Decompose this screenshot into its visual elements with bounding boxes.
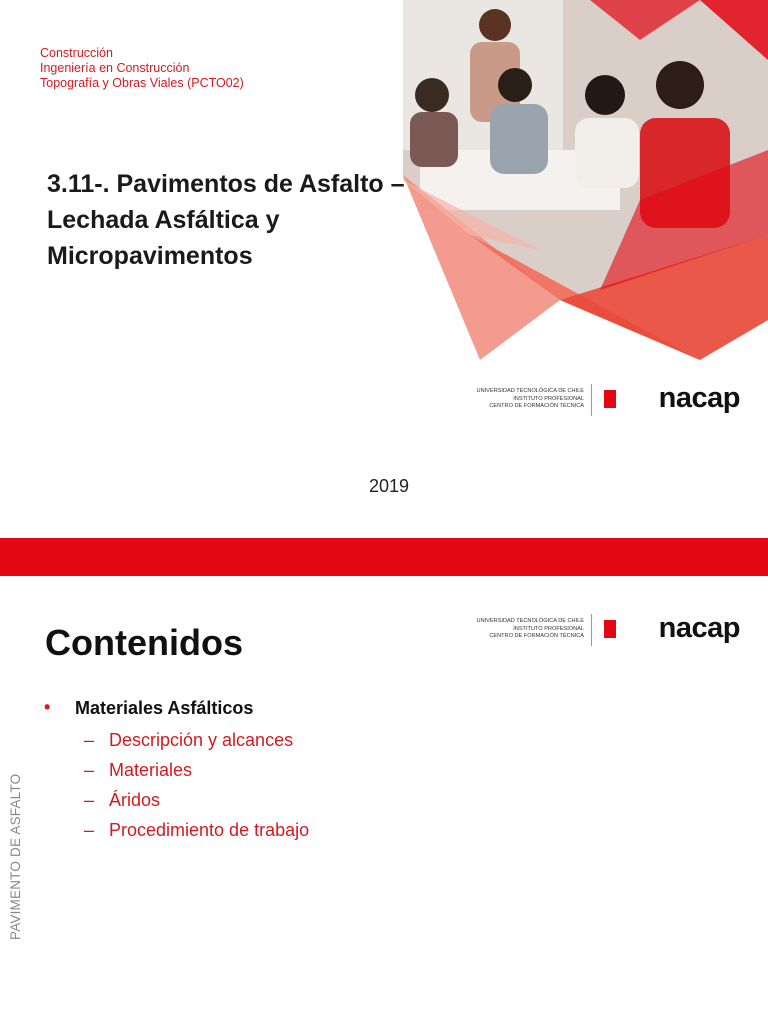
logo-institution-text: UNIVERSIDAD TECNOLÓGICA DE CHILE INSTITUTO PROFESIONAL CENTRO DE FORMACIÓN TÉCNICA (476, 388, 584, 409)
slide-title (47, 166, 487, 274)
logo-mark-icon (604, 390, 616, 408)
title-line-2: Lechada Asfáltica y (47, 206, 280, 234)
logo-mark-icon (604, 620, 616, 638)
dash-icon: – (84, 760, 95, 780)
logo-divider (591, 384, 592, 416)
contents-list (44, 698, 309, 845)
main-item-label: Materiales Asfálticos (75, 698, 254, 718)
dash-icon: – (84, 820, 95, 840)
side-label-text: PAVIMENTO DE ASFALTO (8, 773, 23, 940)
list-item: – Materiales (84, 755, 309, 785)
title-line-1: 3.11-. Pavimentos de Asfalto – (47, 170, 405, 198)
contents-heading: Contenidos (45, 622, 243, 663)
inacap-logo (440, 614, 740, 648)
dash-icon: – (84, 730, 95, 750)
list-item-main (44, 698, 309, 719)
course-info (40, 46, 244, 91)
slide-year: 2019 (368, 476, 410, 496)
title-line-3: Micropavimentos (47, 242, 253, 270)
dash-icon: – (84, 790, 95, 810)
course-subject: Topografía y Obras Viales (PCTO02) (40, 76, 244, 90)
bullet-icon: • (44, 697, 51, 717)
course-area: Construcción (40, 46, 113, 60)
list-item: – Áridos (84, 785, 309, 815)
inacap-logo (440, 384, 740, 418)
logo-institution-text: UNIVERSIDAD TECNOLÓGICA DE CHILE INSTITUTO PROFESIONAL CENTRO DE FORMACIÓN TÉCNICA (476, 618, 584, 639)
sub-item-list (44, 725, 309, 845)
slide-divider (0, 538, 768, 576)
list-item: – Procedimiento de trabajo (84, 815, 309, 845)
course-program: Ingeniería en Construcción (40, 61, 190, 75)
contents-slide (0, 576, 768, 1024)
logo-wordmark: nacap (658, 612, 740, 644)
logo-wordmark: nacap (658, 382, 740, 414)
logo-divider (591, 614, 592, 646)
list-item: – Descripción y alcances (84, 725, 309, 755)
